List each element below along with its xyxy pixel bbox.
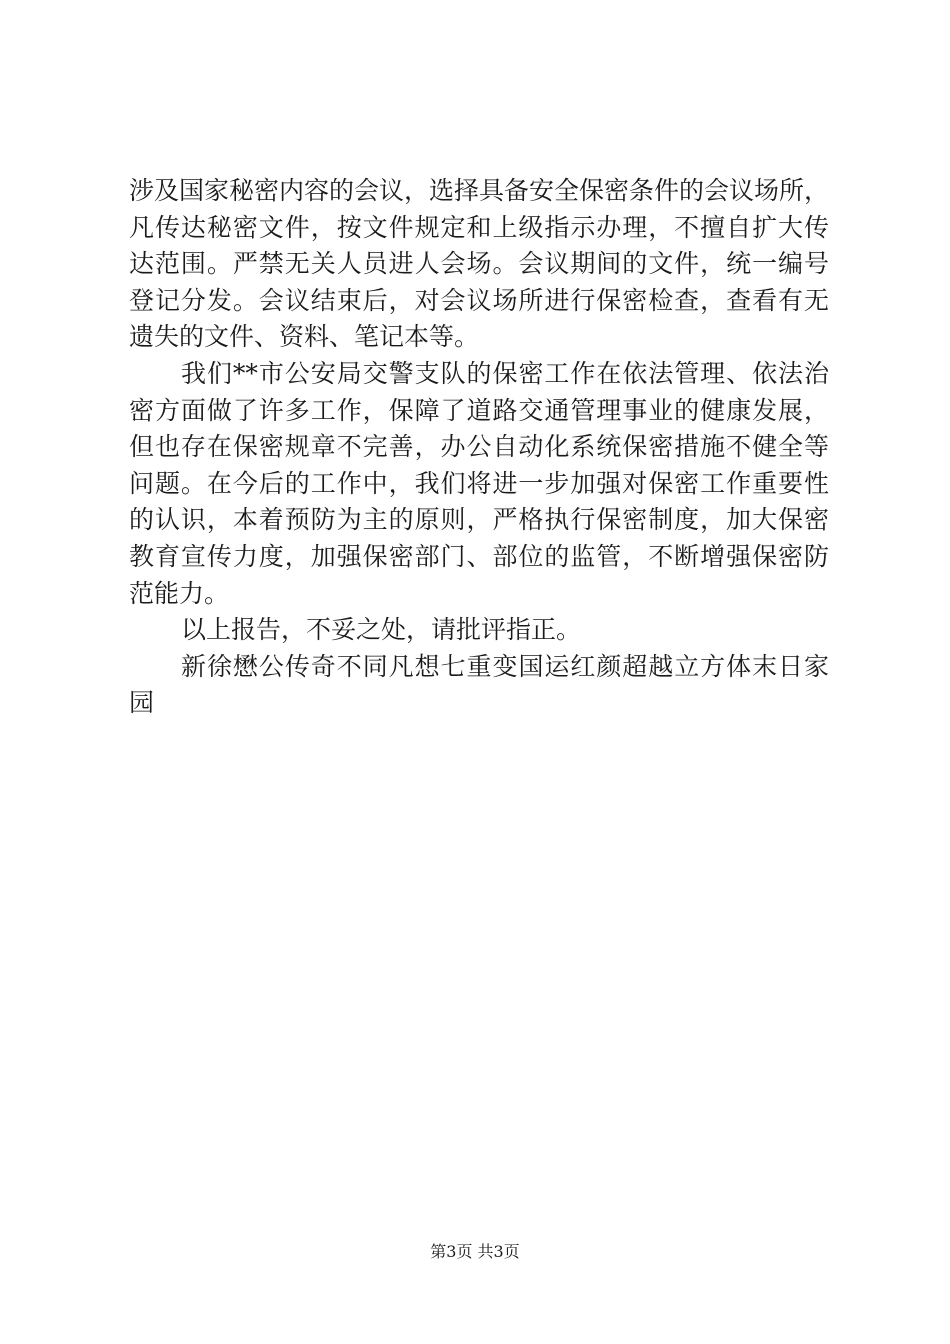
paragraph-line: 但也存在保密规章不完善，办公自动化系统保密措施不健全等 [129,432,829,462]
paragraph-line: 登记分发。会议结束后，对会议场所进行保密检查，查看有无 [129,285,829,315]
paragraph-line: 密方面做了许多工作，保障了道路交通管理事业的健康发展， [129,395,829,425]
paragraph-line: 范能力。 [129,578,230,608]
page-footer: 第3页 共3页 [430,1242,520,1261]
paragraph-line: 涉及国家秘密内容的会议，选择具备安全保密条件的会议场所， [129,176,830,205]
paragraph-line: 园 [129,688,155,718]
paragraph-line: 以上报告，不妥之处，请批评指正。 [181,615,582,645]
document-body [129,173,829,722]
paragraph-line: 遗失的文件、资料、笔记本等。 [129,322,480,352]
paragraph-line: 教育宣传力度，加强保密部门、部位的监管，不断增强保密防 [129,541,829,571]
paragraph-line: 凡传达秘密文件，按文件规定和上级指示办理，不擅自扩大传 [129,212,829,242]
paragraph-line: 我们**市公安局交警支队的保密工作在依法管理、依法治 [181,358,829,388]
paragraph-line: 问题。在今后的工作中，我们将进一步加强对保密工作重要性 [129,468,829,498]
paragraph-line: 达范围。严禁无关人员进人会场。会议期间的文件，统一编号 [129,249,829,279]
paragraph-line: 新徐懋公传奇不同凡想七重变国运红颜超越立方体末日家 [181,651,829,681]
paragraph-line: 的认识，本着预防为主的原则，严格执行保密制度，加大保密 [129,505,829,535]
